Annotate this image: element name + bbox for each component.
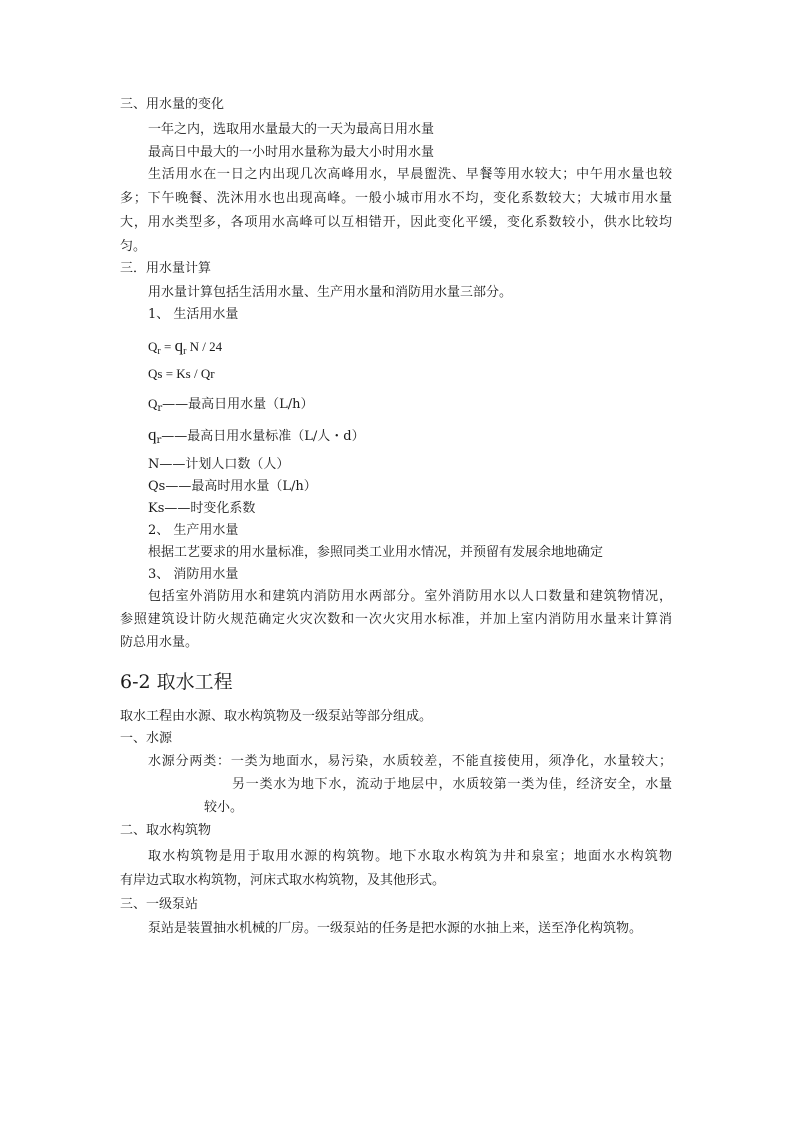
definition-qs: Qs——最高时用水量（L/h） — [148, 479, 317, 494]
definition-qr-subscript: r — [157, 403, 163, 414]
heading-pump-station: 三、一级泵站 — [120, 897, 199, 912]
paragraph-water-source-line-3: 较小。 — [204, 800, 244, 815]
paragraph-intake-structure-line-2: 有岸边式取水构筑物，河床式取水构筑物，及其他形式。 — [120, 873, 446, 888]
formula-qr-rest: N / 24 — [186, 339, 223, 354]
paragraph-daily-variation-line-2: 多；下午晚餐、洗沐用水也出现高峰。一般小城市用水不均，变化系数较大；大城市用水量 — [120, 191, 672, 206]
paragraph-intake-structure-line-1: 取水构筑物是用于取用水源的构筑物。地下水取水构筑为井和泉室；地面水水构筑物 — [148, 849, 672, 864]
paragraph-fire-water-line-2: 参照建筑设计防火规范确定火灾次数和一次火灾用水标准，并加上室内消防用水量来计算消 — [120, 612, 672, 627]
definition-small-qr — [148, 426, 365, 446]
section-heading-variation: 三、用水量的变化 — [120, 97, 225, 112]
paragraph-calculation-intro: 用水量计算包括生活用水量、生产用水量和消防用水量三部分。 — [148, 285, 513, 300]
formula-small-q-subscript: r — [183, 346, 187, 357]
paragraph-max-hour: 最高日中最大的一小时用水量称为最大小时用水量 — [148, 145, 435, 160]
definition-small-q-symbol: q — [148, 425, 157, 444]
section-title-water-intake: 6-2 取水工程 — [120, 671, 233, 693]
paragraph-daily-variation-line-1: 生活用水在一日之内出现几次高峰用水，早晨盥洗、早餐等用水较大；中午用水量也较 — [148, 167, 672, 182]
heading-intake-structure: 二、取水构筑物 — [120, 823, 212, 838]
formula-qs: Qs = Ks / Qr — [148, 366, 215, 381]
paragraph-production-water: 根据工艺要求的用水量标准，参照同类工业用水情况，并预留有发展余地地确定 — [148, 545, 604, 560]
paragraph-water-source-line-1: 水源分两类：一类为地面水，易污染，水质较差，不能直接使用，须净化，水量较大； — [148, 754, 672, 769]
formula-small-q-symbol: q — [174, 336, 184, 355]
definition-qr — [148, 395, 314, 414]
definition-qr-text: ——最高日用水量（L/h） — [162, 397, 314, 412]
paragraph-pump-station: 泵站是装置抽水机械的厂房。一级泵站的任务是把水源的水抽上来，送至净化构筑物。 — [148, 921, 643, 936]
definition-qr-symbol: Q — [148, 396, 158, 411]
subheading-fire-water: 3、 消防用水量 — [148, 567, 239, 582]
formula-qr-subscript: r — [157, 346, 161, 357]
paragraph-daily-variation-line-4: 匀。 — [120, 239, 147, 254]
subheading-production-water: 2、 生产用水量 — [148, 523, 239, 538]
paragraph-daily-variation-line-3: 大，用水类型多，各项用水高峰可以互相错开，因此变化平缓，变化系数较小，供水比较均 — [120, 215, 672, 230]
definition-small-qr-text: ——最高日用水量标准（L/人・d） — [161, 429, 365, 444]
paragraph-intake-intro: 取水工程由水源、取水构筑物及一级泵站等部分组成。 — [120, 709, 433, 724]
paragraph-water-source-line-2: 另一类水为地下水，流动于地层中，水质较第一类为佳，经济安全，水量 — [232, 777, 672, 792]
definition-ks: Ks——时变化系数 — [148, 501, 256, 516]
definition-n: N——计划人口数（人） — [148, 457, 290, 472]
section-heading-calculation: 三．用水量计算 — [120, 261, 212, 276]
paragraph-fire-water-line-3: 防总用水量。 — [120, 635, 199, 650]
formula-qr-symbol: Q — [148, 339, 158, 354]
formula-equals: = — [160, 339, 175, 354]
heading-water-source: 一、水源 — [120, 731, 173, 746]
formula-qr — [148, 337, 222, 356]
paragraph-max-day: 一年之内，选取用水量最大的一天为最高日用水量 — [148, 122, 435, 137]
paragraph-fire-water-line-1: 包括室外消防用水和建筑内消防用水两部分。室外消防用水以人口数量和建筑物情况， — [148, 589, 672, 604]
subheading-domestic-water: 1、 生活用水量 — [148, 307, 239, 322]
definition-small-q-subscript: r — [156, 435, 162, 446]
